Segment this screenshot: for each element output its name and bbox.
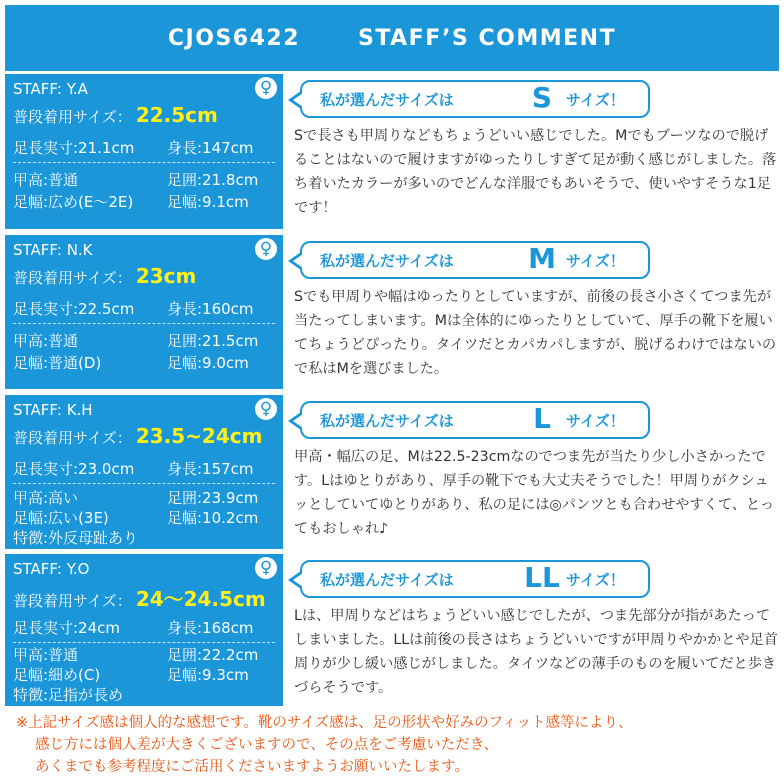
height: 身長:168cm	[167, 619, 254, 637]
product-code: CJOS6422	[167, 25, 301, 51]
staff-profile	[5, 74, 283, 229]
staff-comment: Sでも甲周りや幅はゆったりとしていますが、前後の長さ小さくてつま先が当たってしまいます。Mは全体的にゆったりとしていて、厚手の靴下を履いてちょうどぴったり。タイツだとカパカパしますが、脱げるわけではないので私はMを選びました。	[294, 289, 777, 377]
width: 足幅:広め(E〜2E)	[13, 193, 134, 211]
staff-comment-area	[288, 395, 779, 549]
height: 身長:147cm	[167, 139, 254, 157]
staff-comment: Lは、甲周りなどはちょうどいい感じでしたが、つま先部分が指があたってしまいました。LLは前後の長さはちょうどいいですが甲周りやかかとや足首周りが少し緩い感じがしました。タイツなどの薄手のものを履いてだと歩きづらそうです。	[294, 608, 778, 696]
staff-profile	[5, 395, 283, 549]
breadth: 足幅:9.3cm	[167, 666, 249, 684]
usual-size: 普段着用サイズ： 23cm	[13, 264, 197, 288]
staff-profile	[5, 235, 283, 389]
staff-comment: Sで長さも甲周りなどもちょうどいい感じでした。Mでもブーツなので脱げることはないので履けますがゆったりしすぎて足が動く感じがしました。落ち着いたカラーが多いのでどんな洋服でもあいそうで、使いやすそうな1足です！	[294, 128, 777, 216]
breadth: 足幅:9.1cm	[167, 193, 249, 211]
instep: 甲高:普通	[13, 171, 79, 189]
width: 足幅:普通(D)	[13, 354, 102, 372]
staff-row-2	[5, 235, 779, 389]
staff-comment: 甲高・幅広の足、Mは22.5-23cmなのでつま先が当たり少し小さかったです。Lはゆとりがあり、厚手の靴下でも大丈夫そうでした！甲周りがクシュッとしていてゆとりがあり、私の足には◎パンツとも合わせやすくて、とってもおしゃれ♪	[294, 449, 775, 537]
bubble-text: 私が選んだサイズは	[320, 571, 454, 589]
staff-comment-area	[288, 74, 779, 229]
girth: 足囲:22.2cm	[167, 646, 259, 664]
usual-size-value: 23.5~24cm	[135, 424, 263, 448]
usual-size-value: 23cm	[135, 264, 197, 288]
feature: 特徴:足指が長め	[13, 686, 124, 704]
breadth: 足幅:10.2cm	[167, 509, 259, 527]
usual-size: 普段着用サイズ： 23.5~24cm	[13, 424, 263, 448]
chosen-size-bubble	[300, 560, 650, 598]
footnote-line: ※上記サイズ感は個人的な感想です。靴のサイズ感は、足の形状や好みのフィット感等により、	[16, 715, 633, 731]
instep: 甲高:普通	[13, 332, 79, 350]
staff-name: STAFF: N.K	[13, 241, 93, 259]
foot-length: 足長実寸:21.1cm	[13, 139, 135, 157]
staff-row-1	[5, 74, 779, 229]
staff-comment-area	[288, 235, 779, 389]
staff-comment-area	[288, 554, 779, 706]
foot-length: 足長実寸:23.0cm	[13, 460, 135, 478]
footnote-line: あくまでも参考程度にご活用くださいますようお願いいたします。	[35, 759, 469, 775]
chosen-size: M	[528, 242, 556, 275]
bubble-text: 私が選んだサイズは	[320, 412, 454, 430]
foot-length: 足長実寸:24cm	[13, 619, 120, 637]
height: 身長:157cm	[167, 460, 254, 478]
bubble-suffix: サイズ！	[566, 252, 625, 270]
instep: 甲高:普通	[13, 646, 79, 664]
page-title: STAFF’S COMMENT	[358, 25, 617, 51]
feature: 特徴:外反母趾あり	[13, 529, 139, 547]
staff-name: STAFF: K.H	[13, 401, 93, 419]
girth: 足囲:23.9cm	[167, 489, 259, 507]
chosen-size-bubble	[300, 401, 650, 439]
bubble-suffix: サイズ！	[566, 571, 625, 589]
chosen-size: L	[533, 402, 551, 435]
usual-size: 普段着用サイズ： 24〜24.5cm	[13, 587, 266, 611]
chosen-size-bubble	[300, 241, 650, 279]
footnote	[16, 712, 776, 778]
chosen-size: S	[531, 81, 553, 114]
usual-size-value: 22.5cm	[135, 103, 218, 127]
breadth: 足幅:9.0cm	[167, 354, 249, 372]
usual-size-value: 24〜24.5cm	[135, 587, 266, 611]
staff-row-4	[5, 554, 779, 706]
staff-name: STAFF: Y.O	[13, 560, 90, 578]
staff-row-3	[5, 395, 779, 549]
usual-size: 普段着用サイズ： 22.5cm	[13, 103, 218, 127]
female-icon: ♀	[255, 557, 277, 579]
foot-length: 足長実寸:22.5cm	[13, 300, 135, 318]
staff-profile	[5, 554, 283, 706]
divider	[13, 162, 275, 163]
bubble-text: 私が選んだサイズは	[320, 91, 454, 109]
girth: 足囲:21.8cm	[167, 171, 259, 189]
female-icon: ♀	[255, 398, 277, 420]
divider	[13, 323, 275, 324]
divider	[13, 642, 275, 643]
width: 足幅:細め(C)	[13, 666, 101, 684]
female-icon: ♀	[255, 238, 277, 260]
female-icon: ♀	[255, 77, 277, 99]
bubble-text: 私が選んだサイズは	[320, 252, 454, 270]
page-header	[5, 5, 779, 71]
chosen-size-bubble	[300, 80, 650, 118]
staff-name: STAFF: Y.A	[13, 80, 88, 98]
height: 身長:160cm	[167, 300, 254, 318]
divider	[13, 483, 275, 484]
chosen-size: LL	[524, 561, 560, 594]
bubble-suffix: サイズ！	[566, 412, 625, 430]
instep: 甲高:高い	[13, 489, 79, 507]
girth: 足囲:21.5cm	[167, 332, 259, 350]
bubble-suffix: サイズ！	[566, 91, 625, 109]
width: 足幅:広い(3E)	[13, 509, 109, 527]
footnote-line: 感じ方には個人差が大きくございますので、その点をご考慮いただき、	[35, 737, 499, 753]
